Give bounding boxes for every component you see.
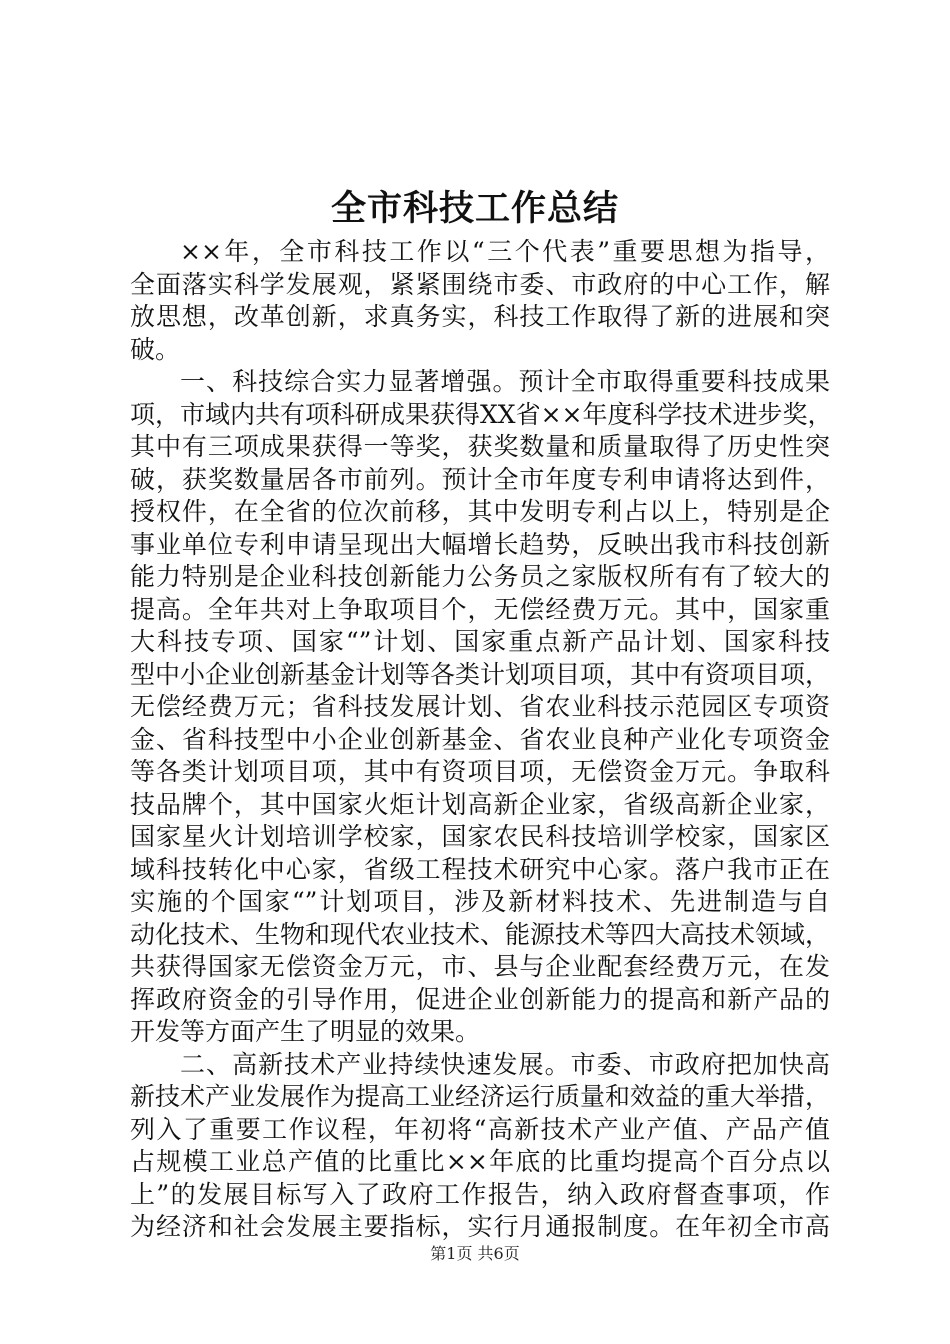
body-line: 为经济和社会发展主要指标，实行月通报制度。在年初全市高 — [130, 1212, 830, 1241]
body-line: 一、科技综合实力显著增强。预计全市取得重要科技成果 — [180, 367, 830, 396]
body-line: 上”的发展目标写入了政府工作报告，纳入政府督查事项，作 — [130, 1179, 830, 1209]
body-line: 型中小企业创新基金计划等各类计划项目项，其中有资项目项， — [130, 659, 831, 689]
body-line: 无偿经费万元；省科技发展计划、省农业科技示范园区专项资 — [130, 692, 830, 721]
body-line: ××年，全市科技工作以“三个代表”重要思想为指导， — [180, 237, 830, 266]
body-line: 新技术产业发展作为提高工业经济运行质量和效益的重大举措， — [130, 1082, 831, 1111]
body-line: 域科技转化中心家，省级工程技术研究中心家。落户我市正在 — [130, 854, 830, 884]
body-line: 开发等方面产生了明显的效果。 — [130, 1017, 481, 1046]
document-title: 全市科技工作总结 — [330, 188, 619, 229]
body-line: 事业单位专利申请呈现出大幅增长趋势，反映出我市科技创新 — [130, 529, 830, 559]
body-line: 等各类计划项目项，其中有资项目项，无偿资金万元。争取科 — [130, 757, 830, 786]
body-line: 占规模工业总产值的比重比××年底的比重均提高个百分点以 — [130, 1147, 830, 1176]
body-line: 全面落实科学发展观，紧紧围绕市委、市政府的中心工作，解 — [130, 269, 830, 299]
body-line: 破。 — [130, 334, 181, 364]
body-line: 金、省科技型中小企业创新基金、省农业良种产业化专项资金 — [130, 724, 830, 754]
body-line: 挥政府资金的引导作用，促进企业创新能力的提高和新产品的 — [130, 984, 830, 1014]
body-line: 二、高新技术产业持续快速发展。市委、市政府把加快高 — [180, 1049, 830, 1079]
body-line: 破，获奖数量居各市前列。预计全市年度专利申请将达到件， — [130, 464, 830, 494]
body-line: 提高。全年共对上争取项目个，无偿经费万元。其中，国家重 — [130, 594, 830, 624]
body-line: 列入了重要工作议程，年初将“高新技术产业产值、产品产值 — [130, 1114, 830, 1144]
page-number-footer: 第1页 共6页 — [430, 1244, 520, 1263]
body-line: 项，市域内共有项科研成果获得XX省××年度科学技术进步奖， — [130, 399, 833, 429]
body-line: 动化技术、生物和现代农业技术、能源技术等四大高技术领域， — [130, 919, 831, 949]
body-line: 大科技专项、国家“”计划、国家重点新产品计划、国家科技 — [130, 627, 830, 656]
document-body — [130, 236, 833, 1244]
body-line: 共获得国家无偿资金万元，市、县与企业配套经费万元，在发 — [130, 952, 830, 981]
body-line: 放思想，改革创新，求真务实，科技工作取得了新的进展和突 — [130, 302, 830, 331]
body-line: 技品牌个，其中国家火炬计划高新企业家，省级高新企业家， — [130, 789, 830, 819]
body-line: 能力特别是企业科技创新能力公务员之家版权所有有了较大的 — [130, 562, 830, 591]
body-line: 授权件，在全省的位次前移，其中发明专利占以上，特别是企 — [130, 497, 830, 526]
body-line: 国家星火计划培训学校家，国家农民科技培训学校家，国家区 — [130, 822, 830, 851]
body-line: 实施的个国家“”计划项目，涉及新材料技术、先进制造与自 — [130, 887, 830, 916]
body-line: 其中有三项成果获得一等奖，获奖数量和质量取得了历史性突 — [130, 432, 830, 461]
